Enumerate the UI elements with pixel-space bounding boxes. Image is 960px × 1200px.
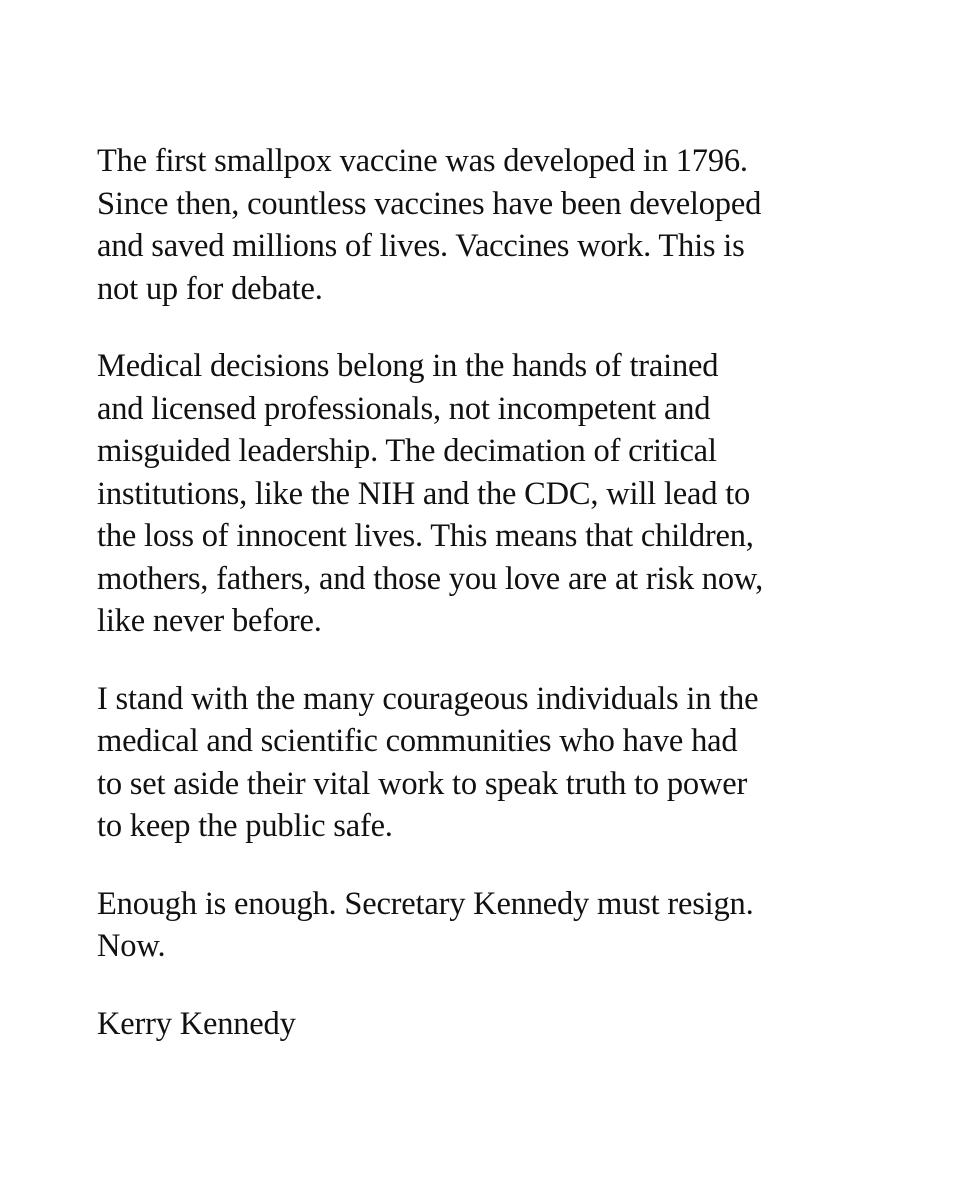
text-line: institutions, like the NIH and the CDC, will lead to [97,475,751,512]
text-line: I stand with the many courageous individuals in the [97,680,759,717]
text-line: and licensed professionals, not incompetent and [97,390,711,427]
text-line: Since then, countless vaccines have been developed [97,185,762,222]
text-line: The first smallpox vaccine was developed in 1796. [97,143,748,179]
text-line: Enough is enough. Secretary Kennedy must resign. [97,885,754,922]
statement-document [97,140,887,1080]
text-line: medical and scientific communities who have had [97,723,738,759]
text-line: not up for debate. [97,270,323,307]
paragraph-support-statement [97,678,887,848]
text-line: the loss of innocent lives. This means that children, [97,518,754,554]
signature: Kerry Kennedy [97,1005,296,1042]
paragraph-vaccine-history [97,140,887,310]
text-line: misguided leadership. The decimation of critical [97,433,717,469]
text-line: Now. [97,928,166,964]
paragraph-resignation-call [97,883,887,968]
paragraph-medical-decisions [97,345,887,643]
text-line: to set aside their vital work to speak truth to power [97,765,748,802]
text-line: Medical decisions belong in the hands of trained [97,348,719,384]
text-line: mothers, fathers, and those you love are at risk now, [97,560,763,597]
text-line: like never before. [97,603,322,639]
text-line: and saved millions of lives. Vaccines work. This is [97,228,745,264]
text-line: to keep the public safe. [97,808,393,844]
